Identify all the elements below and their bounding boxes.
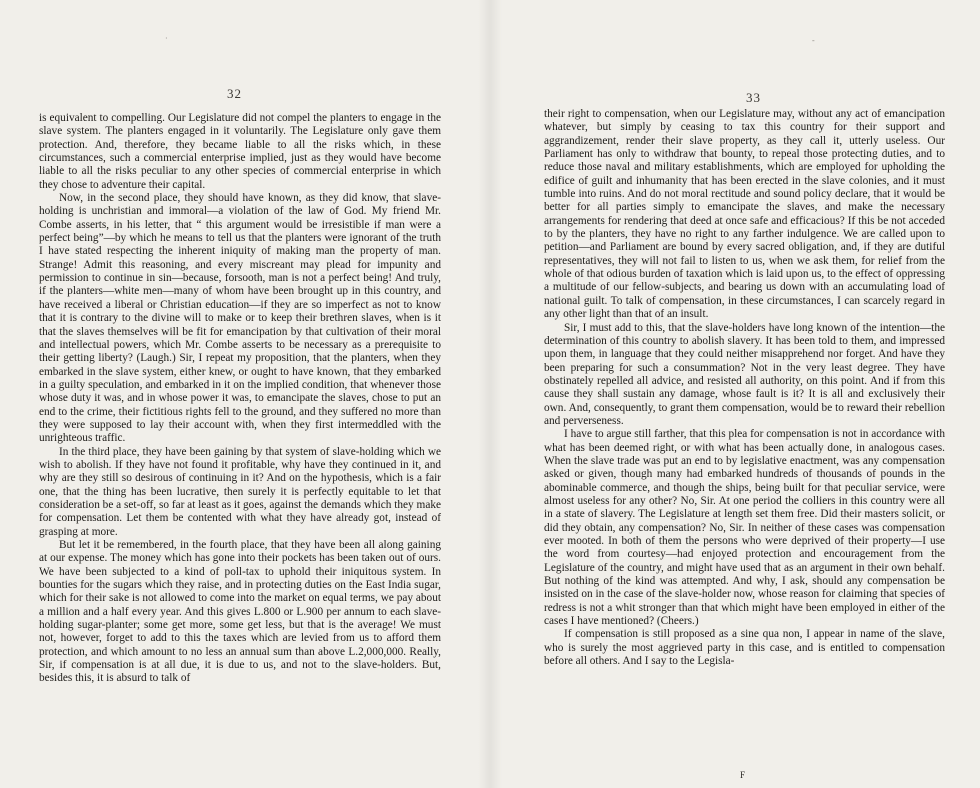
paragraph: I have to argue still farther, that this plea for compensation is not in accordance with what has been deemed right, or with what has been actually done, in analogous cases. When the slave trade was put an end to by legislative enactment, was any compensation asked or given, though many had embarked hundreds of thousands of pounds in the abominable commerce, and though the ships, being built for that peculiar service, were almost useless for any other? No, Sir. At one period the colliers in this country were all in a state of slavery. The Legislature at length set them free. Did their masters solicit, or did they obtain, any compensation? No, Sir. In neither of these cases was compensation ever mooted. In both of them the persons who were deprived of their property—I use the word from courtesy—had enjoyed protection and encouragement from the Legislature of the country, and might have used that as an argument in their own behalf. But nothing of the kind was attempted. And why, I ask, should any compensation be insisted on in the case of the slave-holder now, whose reason for claiming that species of redress is not a whit stronger than that which might have been employed in either of the cases I have mentioned? (Cheers.) xyxy=(544,428,945,628)
page-body xyxy=(39,112,441,686)
page-speck: - xyxy=(812,36,815,45)
paragraph: their right to compensation, when our Legislature may, without any act of emancipation whatever, but simply by ceasing to tax this country for their support and aggrandizement, render their slave property, as they call it, utterly useless. Our Parliament has only to withdraw that bounty, to repeal those protecting duties, and to reduce those naval and military establishments, which are employed for upholding the edifice of guilt and inhumanity that has been erected in the slave colonies, and it must tumble into ruins. And do not moral rectitude and sound policy declare, that it would be better for all parties simply to emancipate the slaves, and make the necessary arrangements for rendering that deed at once safe and efficacious? If this be not acceded to by the planters, they have no right to any farther indulgence. We are called upon to petition—and Parliament are bound by every sacred obligation, and, if they are dutiful representatives, they will not fail to listen to us, when we ask them, for relief from the whole of that odious burden of taxation which is laid upon us, to the effect of oppressing a multitude of our fellow-subjects, and bearing us down with an accumulating load of national guilt. To talk of compensation, in these circumstances, I can scarcely regard in any other light than that of an insult. xyxy=(544,108,945,321)
paragraph: If compensation is still proposed as a sine qua non, I appear in name of the slave, who is surely the most aggrieved party in this case, and is entitled to compensation before all others. And I say to the Legisla- xyxy=(544,628,945,668)
page-number: 33 xyxy=(746,90,761,105)
paragraph: is equivalent to compelling. Our Legislature did not compel the planters to engage in the slave system. The planters engaged in it voluntarily. The Legislature only gave them protection. And, therefore, they became liable to all the risks which, in these circumstances, such a commercial enterprise implied, just as they would have become liable to all the risks peculiar to any other species of commercial enterprise in which they chose to adventure their capital. xyxy=(39,112,441,191)
page-speck: · xyxy=(165,34,168,43)
paragraph: Sir, I must add to this, that the slave-holders have long known of the intention—the determination of this country to abolish slavery. It has been told to them, and impressed upon them, in language that they could neither misapprehend nor forget. And have they been preparing for such a consummation? Not in the very least degree. They have obstinately repelled all advice, and resisted all authority, on this point. And if from this cause they shall sustain any damage, whose fault is it? It is all and exclusively their own. And, consequently, to grant them compensation, would be to reward their rebellion and perverseness. xyxy=(544,321,945,427)
paragraph: Now, in the second place, they should have known, as they did know, that slave-holding is unchristian and immoral—a violation of the law of God. My friend Mr. Combe asserts, in his letter, that “ this argument would be irresistible if man were a perfect being”—by which he means to tell us that the planters were ignorant of the truth I have stated respecting the inherent iniquity of making man the property of man. Strange! Admit this reasoning, and every miscreant may plead for impunity and permission to continue in sin—because, forsooth, man is not a perfect being! And truly, if the planters—white men—many of whom have been brought up in this country, and have received a liberal or Christian education—if they are so imperfect as not to know that it is contrary to the divine will to make or to keep their brethren slaves, when is it that the slaves themselves will be fit for emancipation by that cultivation of their moral and intellectual powers, which Mr. Combe asserts to be necessary as a prerequisite to their getting liberty? (Laugh.) Sir, I repeat my proposition, that the planters, when they embarked in the slave system, either knew, or ought to have known, that they embarked in a guilty speculation, and embarked in it on the implied condition, that whenever those whose duty it was, and in whose power it was, to emancipate the slaves, chose to put an end to the crime, their fictitious rights fell to the ground, and they suffered no more than they were supposed to lay their account with, when they first intermeddled with the unrighteous traffic. xyxy=(39,192,441,445)
page-body xyxy=(544,108,945,668)
paragraph: But let it be remembered, in the fourth place, that they have been all along gaining at our expense. The money which has gone into their pockets has been taken out of ours. We have been subjected to a kind of poll-tax to uphold their iniquitous system. In bounties for the sugars which they raise, and in protecting duties on the East India sugar, which for their sake is not allowed to come into the market on equal terms, we pay about a million and a half every year. And this gives L.800 or L.900 per annum to each slave-holding sugar-planter; some get more, some get less, but that is the average! We must not, however, forget to add to this the taxes which are levied from us to afford them protection, and which amount to no less an annual sum than above L.2,000,000. Really, Sir, if compensation is at all due, it is due to us, and not to the slave-holders. But, besides this, it is absurd to talk of xyxy=(39,539,441,685)
right-page xyxy=(490,0,980,788)
signature-mark: F xyxy=(740,770,746,780)
paragraph: In the third place, they have been gaining by that system of slave-holding which we wish to abolish. If they have not found it profitable, why have they continued in it, and why are they still so desirous of continuing in it? And on the hypothesis, which is a fair one, that the thing has been lucrative, then surely it is perfectly equitable to let that consideration be a set-off, so far at least as it goes, against the demands which they make for compensation. Let them be contented with what they have already got, instead of grasping at more. xyxy=(39,445,441,538)
page-number: 32 xyxy=(227,86,242,101)
